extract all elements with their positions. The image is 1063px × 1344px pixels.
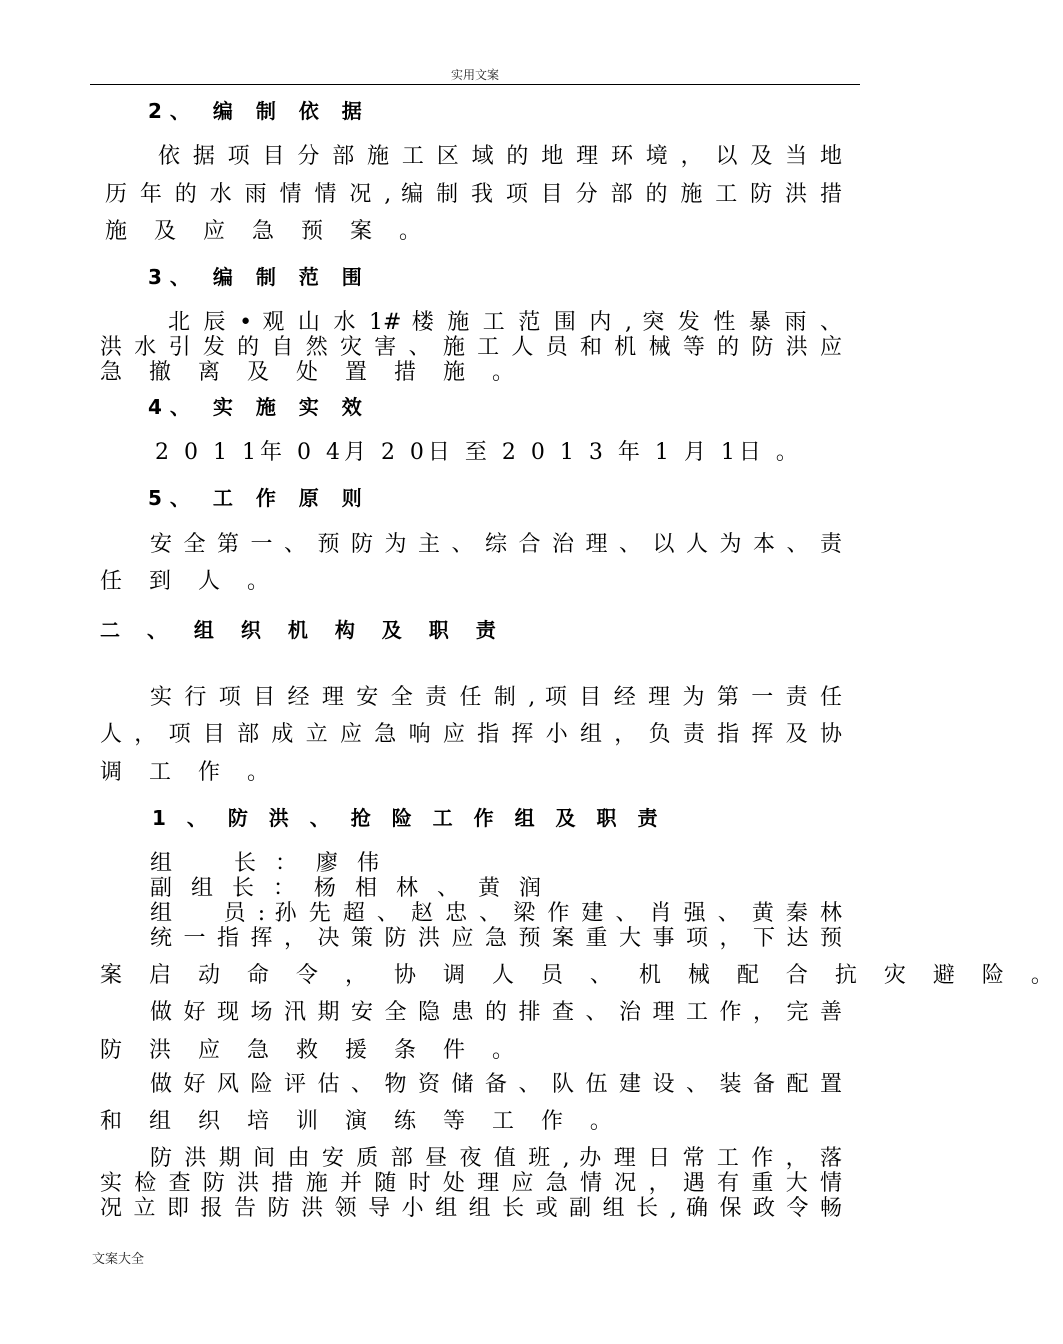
duty-3-line-2: 和 组 织 培 训 演 练 等 工 作 。 — [100, 1109, 622, 1134]
team-members: 组 员 : 孙 先 超 、 赵 忠 、 梁 作 建 、 肖 强 、 黄 秦 林 — [150, 901, 842, 926]
duty-2-line-1: 做 好 现 场 汛 期 安 全 隐 患 的 排 查 、 治 理 工 作 ， 完 善 — [150, 1000, 842, 1025]
section-2-heading: 2、 编 制 依 据 — [148, 99, 370, 123]
page-footer: 文案大全 — [92, 1252, 145, 1267]
section-3-heading: 3、 编 制 范 围 — [148, 265, 370, 289]
duty-4-line-1: 防 洪 期 间 由 安 质 部 昼 夜 值 班 , 办 理 日 常 工 作 ， 落 — [150, 1146, 842, 1171]
part2-para-line-2: 人 ， 项 目 部 成 立 应 急 响 应 指 挥 小 组 ， 负 责 指 挥 及 协 — [100, 722, 842, 747]
duty-3-line-1: 做 好 风 险 评 估 、 物 资 储 备 、 队 伍 建 设 、 装 备 配 置 — [150, 1072, 842, 1097]
duty-4-line-3: 况 立 即 报 告 防 洪 领 导 小 组 组 长 或 副 组 长 , 确 保 政 令 畅 — [100, 1196, 842, 1221]
page-header: 实用文案 — [450, 68, 499, 82]
duty-1-line-1: 统 一 指 挥 ， 决 策 防 洪 应 急 预 案 重 大 事 项 ， 下 达 预 — [150, 926, 842, 951]
part-2-heading: 二 、 组 织 机 构 及 职 责 — [100, 618, 506, 642]
part2-para-line-1: 实 行 项 目 经 理 安 全 责 任 制 , 项 目 经 理 为 第 一 责 任 — [150, 685, 842, 710]
sec3-para-line-3: 急 撤 离 及 处 置 措 施 。 — [100, 360, 524, 385]
sec2-para-line-2: 历 年 的 水 雨 情 情 况 , 编 制 我 项 目 分 部 的 施 工 防 洪 措 — [105, 182, 842, 207]
duty-1-line-2: 案 启 动 命 令 ， 协 调 人 员 、 机 械 配 合 抗 灾 避 险 。 — [100, 963, 1063, 988]
sec2-para-line-3: 施 及 应 急 预 案 。 — [105, 219, 431, 244]
duty-2-line-2: 防 洪 应 急 救 援 条 件 。 — [100, 1038, 524, 1063]
part2-para-line-3: 调 工 作 。 — [100, 760, 279, 785]
sec4-date-range: 2 0 1 1年 0 4月 2 0日 至 2 0 1 3 年 1 月 1日 。 — [155, 440, 802, 465]
sec2-para-line-1: 依 据 项 目 分 部 施 工 区 域 的 地 理 环 境 ， 以 及 当 地 — [158, 144, 842, 169]
section-4-heading: 4、 实 施 实 效 — [148, 395, 370, 419]
sec5-para-line-1: 安 全 第 一 、 预 防 为 主 、 综 合 治 理 、 以 人 为 本 、 责 — [150, 532, 842, 557]
header-divider — [90, 84, 860, 85]
subsection-1-heading: 1 、 防 洪 、 抢 险 工 作 组 及 职 责 — [152, 806, 665, 830]
sec5-para-line-2: 任 到 人 。 — [100, 569, 279, 594]
team-deputy: 副 组 长 ： 杨 相 林 、 黄 润 — [150, 876, 547, 901]
duty-4-line-2: 实 检 查 防 洪 措 施 并 随 时 处 理 应 急 情 况 ， 遇 有 重 大 情 — [100, 1171, 842, 1196]
team-leader: 组 长 ： 廖 伟 — [150, 851, 385, 876]
sec3-para-line-2: 洪 水 引 发 的 自 然 灾 害 、 施 工 人 员 和 机 械 等 的 防 洪 应 — [100, 335, 842, 360]
sec3-para-line-1: 北 辰 • 观 山 水 1# 楼 施 工 范 围 内 , 突 发 性 暴 雨 、 — [168, 310, 842, 335]
section-5-heading: 5、 工 作 原 则 — [148, 486, 370, 510]
